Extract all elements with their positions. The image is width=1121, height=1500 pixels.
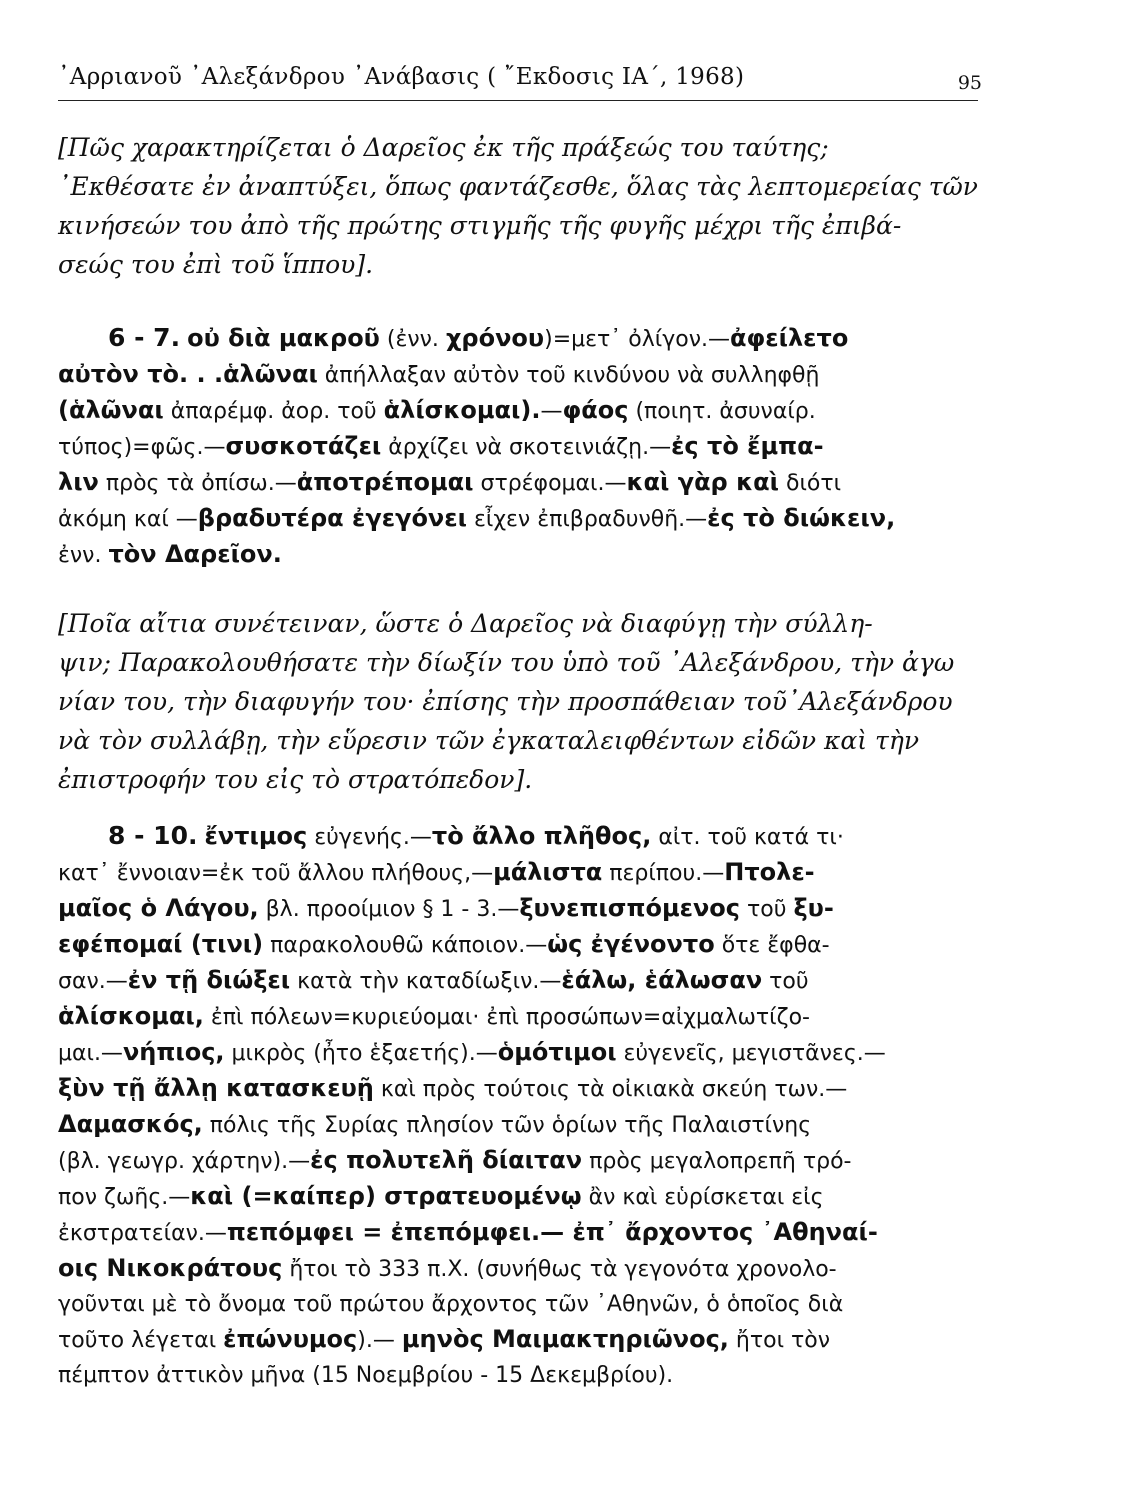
question-line: [Ποῖα αἴτια συνέτειναν, ὥστε ὁ Δαρεῖος νὰ διαφύγῃ τὴν σύλλη- (58, 609, 873, 638)
notes-section-6-7 (58, 320, 978, 573)
question-block-1 (58, 128, 978, 284)
term: καὶ (=καίπερ) στρατευομένῳ (190, 1182, 582, 1210)
term: ἔντιμος (204, 822, 308, 850)
study-question (58, 128, 978, 284)
term: ἐπώνυμος (223, 1325, 358, 1353)
note-line (58, 999, 978, 1035)
note-line (58, 393, 978, 429)
gloss: σαν.— (58, 969, 128, 994)
term: μαῖος ὁ Λάγου, (58, 894, 259, 922)
term: τὸ ἄλλο πλῆθος, (431, 822, 652, 850)
term: ὁμότιμοι (497, 1038, 617, 1066)
note-line (58, 1179, 978, 1215)
term: ἁλίσκομαι, (58, 1002, 204, 1030)
gloss: εὐγενεῖς, μεγιστᾶνες.— (616, 1041, 886, 1066)
term: ἀποτρέπομαι (296, 468, 474, 496)
gloss: εὐγενής.— (307, 825, 432, 850)
question-line: σεώς του ἐπὶ τοῦ ἵππου]. (58, 250, 374, 279)
question-line: ᾿Εκθέσατε ἐν ἀναπτύξει, ὅπως φαντάζεσθε, ὅλας τὰς λεπτομερείας τῶν (58, 172, 978, 201)
term: μηνὸς Μαιμακτηριῶνος, (401, 1325, 729, 1353)
gloss: ὅτε ἔφθα- (714, 933, 830, 958)
page-number: 95 (957, 72, 982, 94)
running-header (58, 60, 982, 101)
gloss: ἀρχίζει νὰ σκοτεινιάζῃ.— (381, 435, 672, 460)
commentary-notes (58, 320, 978, 573)
term: μάλιστα (493, 858, 603, 886)
gloss: (ἐνν. (379, 327, 446, 352)
note-line (58, 927, 978, 963)
note-line (58, 1215, 978, 1251)
term: πεπόμφει = ἐπεπόμφει.— ἐπ᾿ ἄρχοντος ᾿Αθηναί- (226, 1218, 878, 1246)
section-number: 8 - 10. (108, 821, 198, 850)
gloss: περίπου.— (602, 861, 725, 886)
gloss: καὶ πρὸς τούτοις τὰ οἰκιακὰ σκεύη των.— (373, 1077, 848, 1102)
term: βραδυτέρα ἐγεγόνει (197, 504, 467, 532)
term: συσκοτάζει (225, 432, 382, 460)
note-line (58, 501, 978, 537)
gloss: ἀκόμη καί — (58, 507, 198, 532)
term: ἐς τὸ ἔμπα- (671, 432, 824, 460)
question-line: κινήσεών του ἀπὸ τῆς πρώτης στιγμῆς τῆς φυγῆς μέχρι τῆς ἐπιβά- (58, 211, 902, 240)
gloss: )=μετ᾿ ὀλίγον.— (544, 327, 730, 352)
gloss: ).— (357, 1328, 402, 1353)
question-line: νίαν του, τὴν διαφυγήν του· ἐπίσης τὴν προσπάθειαν τοῦ᾿Αλεξάνδρου (58, 687, 953, 716)
gloss: διότι (778, 471, 842, 496)
notes-section-8-10 (58, 818, 978, 1393)
term: ὡς ἐγένοντο (547, 930, 715, 958)
question-line: ἐπιστροφήν του εἰς τὸ στρατόπεδον]. (58, 765, 533, 794)
question-line: νὰ τὸν συλλάβῃ, τὴν εὕρεσιν τῶν ἐγκαταλειφθέντων εἰδῶν καὶ τὴν (58, 726, 920, 755)
note-line (58, 963, 978, 999)
gloss: (ποιητ. ἀσυναίρ. (628, 399, 816, 424)
term: ξυνεπισπόμενος (519, 894, 741, 922)
note-line (58, 429, 978, 465)
gloss: εἶχεν ἐπιβραδυνθῆ.— (466, 507, 708, 532)
study-question (58, 604, 978, 799)
note-line (58, 1358, 978, 1393)
question-line: [Πῶς χαρακτηρίζεται ὁ Δαρεῖος ἐκ τῆς πράξεώς του ταύτης; (58, 133, 829, 162)
note-line (58, 1287, 978, 1322)
gloss: κατ᾿ ἔννοιαν=ἐκ τοῦ ἄλλου πλήθους,— (58, 861, 494, 886)
term: χρόνου (445, 324, 545, 352)
term: Πτολε- (724, 858, 815, 886)
note-line (58, 891, 978, 927)
gloss: παρακολουθῶ κάποιον.— (263, 933, 548, 958)
note-line (58, 1071, 978, 1107)
term: ἁλίσκομαι). (383, 396, 541, 424)
term: αὐτὸν τὸ. . .ἁλῶναι (58, 360, 318, 388)
note-line (58, 465, 978, 501)
term: τὸν Δαρεῖον. (108, 540, 282, 568)
gloss: ἐνν. (58, 543, 109, 568)
commentary-notes (58, 818, 978, 1393)
gloss: τοῦ (762, 969, 809, 994)
note-line (58, 1035, 978, 1071)
gloss: πέμπτον ἀττικὸν μῆνα (15 Νοεμβρίου - 15 Δεκεμβρίου). (58, 1363, 674, 1388)
term: φάος (562, 396, 629, 424)
term: ἀφείλετο (729, 324, 849, 352)
note-line (58, 1107, 978, 1143)
gloss: κατὰ τὴν καταδίωξιν.— (290, 969, 562, 994)
term: ἐς πολυτελῆ δίαιταν (310, 1146, 583, 1174)
note-line (58, 818, 978, 855)
gloss: βλ. προοίμιον § 1 - 3.— (258, 897, 520, 922)
note-line (58, 855, 978, 891)
gloss: ἀπαρέμφ. ἀορ. τοῦ (163, 399, 384, 424)
note-line (58, 357, 978, 393)
gloss: — (540, 399, 563, 424)
term: νήπιος, (122, 1038, 225, 1066)
gloss: μικρὸς (ἦτο ἑξαετής).— (224, 1041, 498, 1066)
term: ἐς τὸ διώκειν, (707, 504, 896, 532)
gloss: (βλ. γεωγρ. χάρτην).— (58, 1149, 311, 1174)
term: ἐν τῇ διώξει (127, 966, 291, 994)
term: Δαμασκός, (58, 1110, 203, 1138)
term: ξυ- (793, 894, 834, 922)
gloss: ἐκστρατείαν.— (58, 1221, 227, 1246)
question-block-2 (58, 604, 978, 799)
note-line (58, 1143, 978, 1179)
term: λιν (58, 468, 99, 496)
term: ξὺν τῇ ἄλλῃ κατασκευῇ (58, 1074, 374, 1102)
term: ἑάλω, ἑάλωσαν (561, 966, 763, 994)
term: οὐ διὰ μακροῦ (187, 324, 380, 352)
gloss: στρέφομαι.— (473, 471, 627, 496)
gloss: πρὸς τὰ ὀπίσω.— (98, 471, 297, 496)
term: οις Νικοκράτους (58, 1254, 283, 1282)
gloss: μαι.— (58, 1041, 123, 1066)
gloss: γοῦνται μὲ τὸ ὄνομα τοῦ πρώτου ἄρχοντος τῶν ᾿Αθηνῶν, ὁ ὁποῖος διὰ (58, 1292, 844, 1317)
gloss: αἰτ. τοῦ κατά τι· (651, 825, 844, 850)
term: (ἁλῶναι (58, 396, 164, 424)
gloss: ἐπὶ πόλεων=κυριεύομαι· ἐπὶ προσώπων=αἰχμαλωτίζο- (203, 1005, 810, 1030)
note-line (58, 537, 978, 573)
note-line (58, 1322, 978, 1358)
gloss: ἤτοι τὸν (728, 1328, 830, 1353)
gloss: τοῦ (740, 897, 794, 922)
header-title: ᾿Αρριανοῦ ᾿Αλεξάνδρου ᾿Ανάβασις ( ῎Εκδοσις ΙΑ΄, 1968) (58, 64, 745, 90)
note-line (58, 320, 978, 357)
section-number: 6 - 7. (108, 323, 181, 352)
gloss: τοῦτο λέγεται (58, 1328, 224, 1353)
gloss: ἤτοι τὸ 333 π.Χ. (συνήθως τὰ γεγονότα χρονολο- (282, 1257, 837, 1282)
term: καὶ γὰρ καὶ (626, 468, 779, 496)
gloss: πρὸς μεγαλοπρεπῆ τρό- (582, 1149, 852, 1174)
gloss: πον ζωῆς.— (58, 1185, 191, 1210)
gloss: ἂν καὶ εὑρίσκεται εἰς (581, 1185, 824, 1210)
gloss: ἀπήλλαξαν αὐτὸν τοῦ κινδύνου νὰ συλληφθῇ (317, 363, 820, 388)
gloss: τύπος)=φῶς.— (58, 435, 226, 460)
question-line: ψιν; Παρακολουθήσατε τὴν δίωξίν του ὑπὸ τοῦ ᾿Αλεξάνδρου, τὴν ἀγω (58, 648, 955, 677)
term: εφέπομαί (τινι) (58, 930, 264, 958)
note-line (58, 1251, 978, 1287)
gloss: πόλις τῆς Συρίας πλησίον τῶν ὁρίων τῆς Παλαιστίνης (202, 1113, 812, 1138)
